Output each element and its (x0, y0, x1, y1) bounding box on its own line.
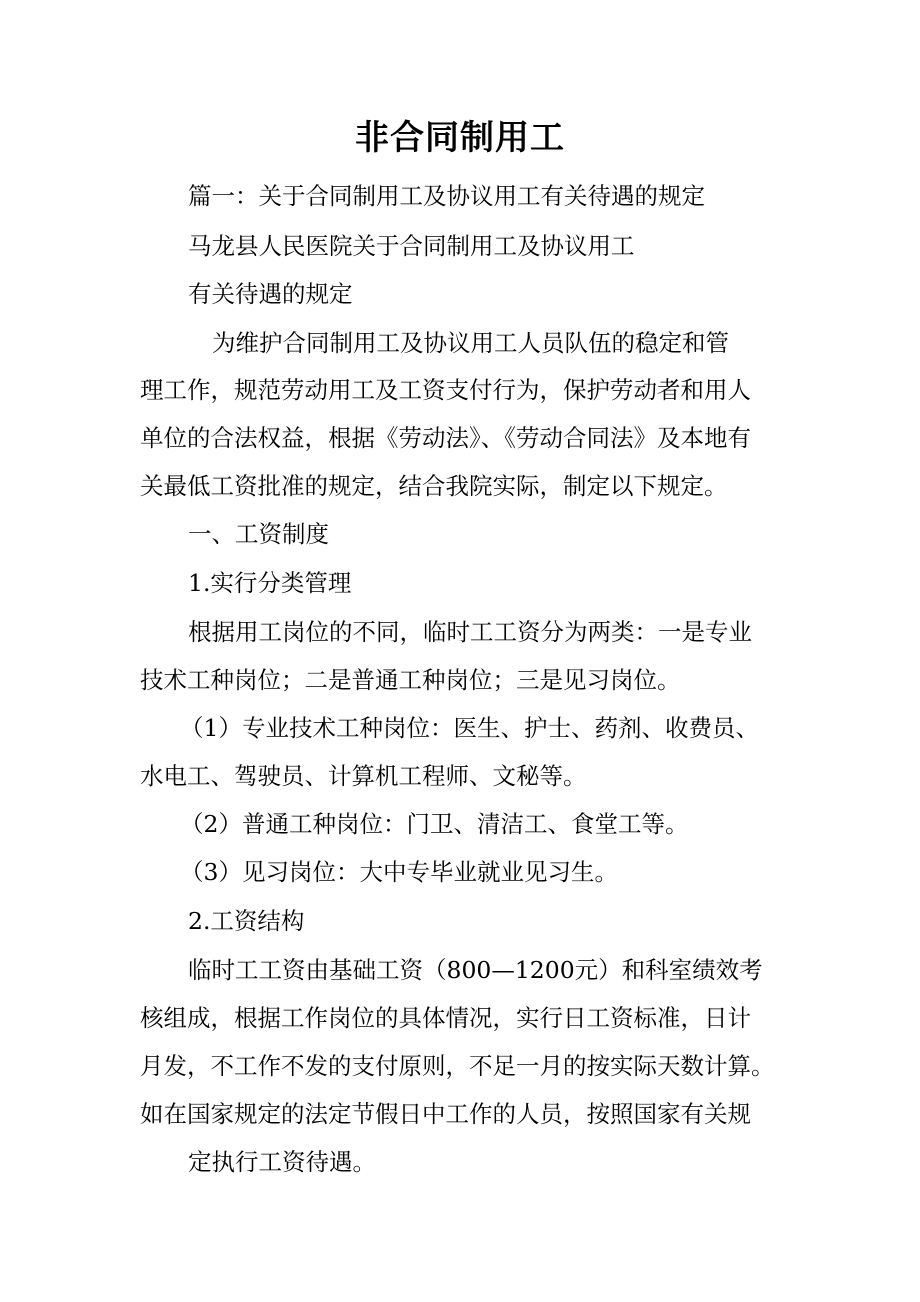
subsection-heading: 1.实行分类管理 (188, 569, 352, 597)
paragraph-line: 为维护合同制用工及协议用工人员队伍的稳定和管 (212, 329, 729, 357)
list-item-line: （3）见习岗位：大中专毕业就业见习生。 (180, 858, 618, 886)
section-heading: 一、工资制度 (188, 520, 329, 548)
list-item-line: （2）普通工种岗位：门卫、清洁工、食堂工等。 (180, 810, 689, 838)
document-title: 非合同制用工 (355, 118, 565, 158)
list-item-line: 水电工、驾驶员、计算机工程师、文秘等。 (140, 762, 587, 790)
heading-line: 马龙县人民医院关于合同制用工及协议用工 (188, 232, 635, 260)
paragraph-line: 临时工工资由基础工资（800—1200元）和科室绩效考 (188, 956, 763, 984)
paragraph-line: 单位的合法权益，根据《劳动法》、《劳动合同法》及本地有 (140, 424, 751, 452)
subsection-heading: 2.工资结构 (188, 907, 305, 935)
paragraph-line: 定执行工资待遇。 (188, 1148, 376, 1176)
paragraph-line: 关最低工资批准的规定，结合我院实际，制定以下规定。 (140, 472, 728, 500)
paragraph-line: 根据用工岗位的不同，临时工工资分为两类：一是专业 (188, 618, 752, 646)
paragraph-line: 月发，不工作不发的支付原则，不足一月的按实际天数计算。 (140, 1052, 775, 1080)
heading-line: 有关待遇的规定 (188, 280, 353, 308)
paragraph-line: 理工作，规范劳动用工及工资支付行为，保护劳动者和用人 (140, 376, 751, 404)
list-item-line: （1）专业技术工种岗位：医生、护士、药剂、收费员、 (180, 714, 759, 742)
paragraph-line: 核组成，根据工作岗位的具体情况，实行日工资标准，日计 (140, 1004, 751, 1032)
paragraph-line: 技术工种岗位；二是普通工种岗位；三是见习岗位。 (140, 666, 681, 694)
paragraph-line: 如在国家规定的法定节假日中工作的人员，按照国家有关规 (140, 1100, 751, 1128)
subtitle-line: 篇一：关于合同制用工及协议用工有关待遇的规定 (188, 182, 705, 210)
